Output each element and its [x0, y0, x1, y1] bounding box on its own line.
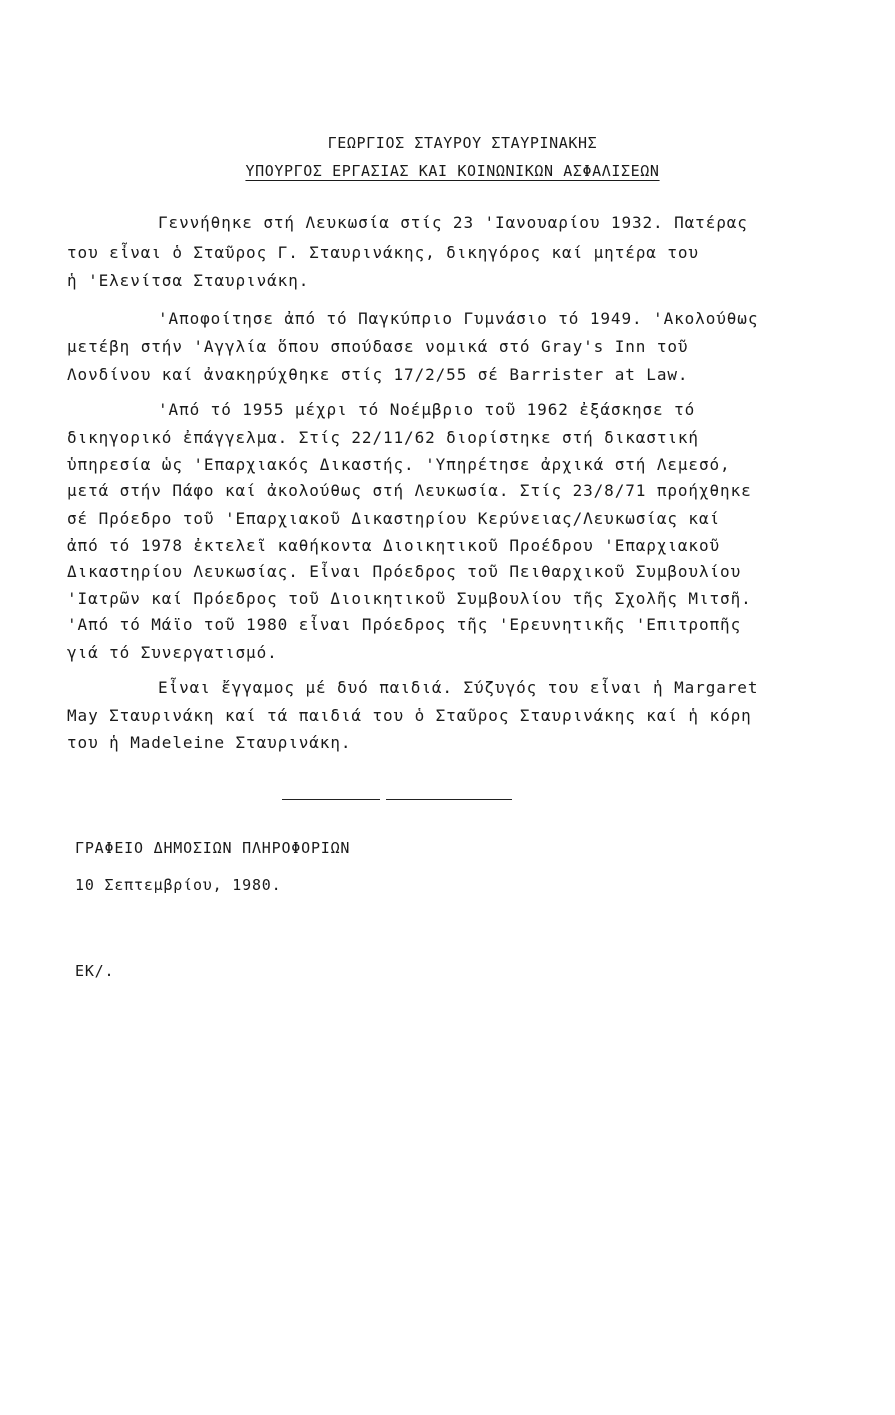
- body-line: μετέβη στήν 'Αγγλία ὅπου σπούδασε νομικά στό Gray's Inn τοῦ: [67, 337, 689, 356]
- issue-date: 10 Σεπτεμβρίου, 1980.: [75, 876, 282, 894]
- separator-gap: [380, 797, 386, 803]
- body-line: του εἶναι ὁ Σταῦρος Γ. Σταυρινάκης, δικηγόρος καί μητέρα του: [67, 243, 699, 262]
- body-line: μετά στήν Πάφο καί ἀκολούθως στή Λευκωσία. Στίς 23/8/71 προήχθηκε: [67, 481, 752, 500]
- body-line: Λονδίνου καί ἀνακηρύχθηκε στίς 17/2/55 σέ Barrister at Law.: [67, 365, 689, 384]
- body-line: ἡ 'Ελενίτσα Σταυρινάκη.: [67, 271, 310, 290]
- body-line: σέ Πρόεδρο τοῦ 'Επαρχιακοῦ Δικαστηρίου Κερύνειας/Λευκωσίας καί: [67, 509, 721, 528]
- body-line: δικηγορικό ἐπάγγελμα. Στίς 22/11/62 διορίστηκε στή δικαστική: [67, 428, 699, 447]
- separator-rule: [282, 799, 512, 800]
- body-line: ἀπό τό 1978 ἐκτελεῖ καθήκοντα Διοικητικοῦ Προέδρου 'Επαρχιακοῦ: [67, 536, 721, 555]
- body-line: May Σταυρινάκη καί τά παιδιά του ὁ Σταῦρος Σταυρινάκης καί ἡ κόρη: [67, 706, 752, 725]
- body-line: Γεννήθηκε στή Λευκωσία στίς 23 'Ιανουαρίου 1932. Πατέρας: [158, 213, 748, 232]
- person-name-heading: ΓΕΩΡΓΙΟΣ ΣΤΑΥΡΟΥ ΣΤΑΥΡΙΝΑΚΗΣ: [327, 134, 598, 152]
- typist-initials: ΕΚ/.: [75, 962, 115, 980]
- body-line: γιά τό Συνεργατισμό.: [67, 643, 278, 662]
- body-line: 'Αποφοίτησε ἀπό τό Παγκύπριο Γυμνάσιο τό 1949. 'Ακολούθως: [158, 309, 759, 328]
- body-line: του ἡ Madeleine Σταυρινάκη.: [67, 733, 352, 752]
- body-line: 'Από τό Μάϊο τοῦ 1980 εἶναι Πρόεδρος τῆς 'Ερευνητικῆς 'Επιτροπῆς: [67, 615, 742, 634]
- ministry-title-heading: ΥΠΟΥΡΓΟΣ ΕΡΓΑΣΙΑΣ ΚΑΙ ΚΟΙΝΩΝΙΚΩΝ ΑΣΦΑΛΙΣΕΩΝ: [245, 162, 660, 180]
- body-line: Δικαστηρίου Λευκωσίας. Εἶναι Πρόεδρος τοῦ Πειθαρχικοῦ Συμβουλίου: [67, 562, 742, 581]
- body-line: Εἶναι ἔγγαμος μέ δυό παιδιά. Σύζυγός του εἶναι ἡ Margaret: [158, 678, 759, 697]
- body-line: ὑπηρεσία ὡς 'Επαρχιακός Δικαστής. 'Υπηρέτησε ἀρχικά στή Λεμεσό,: [67, 455, 731, 474]
- issuing-office: ΓΡΑΦΕΙΟ ΔΗΜΟΣΙΩΝ ΠΛΗΡΟΦΟΡΙΩΝ: [75, 839, 351, 857]
- body-line: 'Ιατρῶν καί Πρόεδρος τοῦ Διοικητικοῦ Συμβουλίου τῆς Σχολῆς Μιτσῆ.: [67, 589, 752, 608]
- body-line: 'Από τό 1955 μέχρι τό Νοέμβριο τοῦ 1962 ἐξάσκησε τό: [158, 400, 696, 419]
